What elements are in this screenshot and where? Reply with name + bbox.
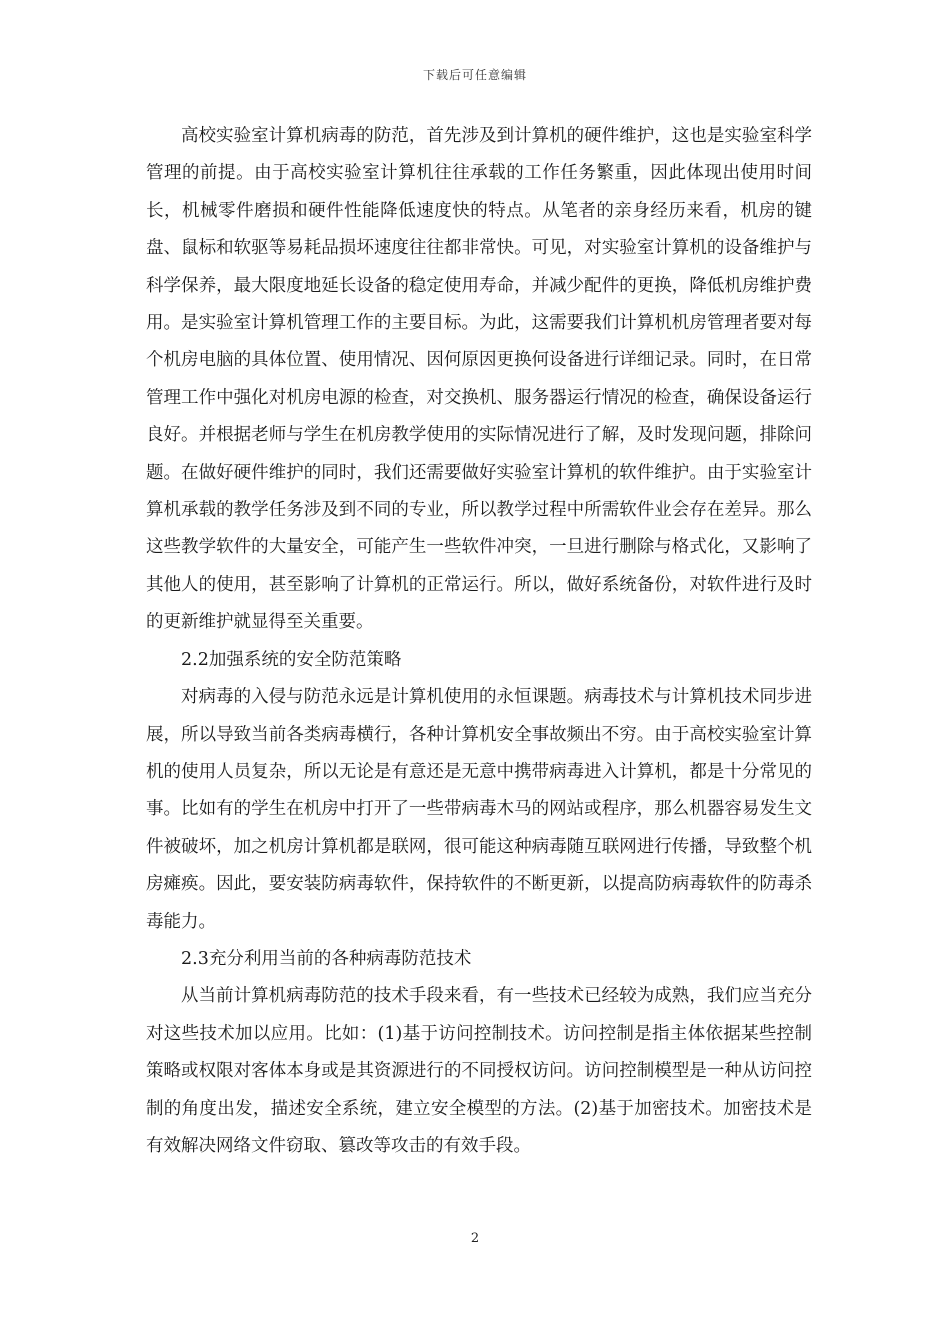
body-paragraph-hardware-maintenance: 高校实验室计算机病毒的防范，首先涉及到计算机的硬件维护，这也是实验室科学管理的前提。由于高校实验室计算机往往承载的工作任务繁重，因此体现出使用时间长，机械零件磨损和硬件性能降低速度快的特点。从笔者的亲身经历来看，机房的键盘、鼠标和软驱等易耗品损坏速度往往都非常快。可见，对实验室计算机的设备维护与科学保养，最大限度地延长设备的稳定使用寿命，并减少配件的更换，降低机房维护费用。是实验室计算机管理工作的主要目标。为此，这需要我们计算机机房管理者要对每个机房电脑的具体位置、使用情况、因何原因更换何设备进行详细记录。同时，在日常管理工作中强化对机房电源的检查，对交换机、服务器运行情况的检查，确保设备运行良好。并根据老师与学生在机房教学使用的实际情况进行了解，及时发现问题，排除问题。在做好硬件维护的同时，我们还需要做好实验室计算机的软件维护。由于实验室计算机承载的教学任务涉及到不同的专业，所以教学过程中所需软件业会存在差异。那么这些教学软件的大量安全，可能产生一些软件冲突，一旦进行删除与格式化，又影响了其他人的使用，甚至影响了计算机的正常运行。所以，做好系统备份，对软件进行及时的更新维护就显得至关重要。 bbox=[146, 126, 812, 633]
body-paragraph-prevention-techniques: 从当前计算机病毒防范的技术手段来看，有一些技术已经较为成熟，我们应当充分对这些技术加以应用。比如：(1)基于访问控制技术。访问控制是指主体依据某些控制策略或权限对客体本身或是其资源进行的不同授权访问。访问控制模型是一种从访问控制的角度出发，描述安全系统，建立安全模型的方法。(2)基于加密技术。加密技术是有效解决网络文件窃取、篡改等攻击的有效手段。 bbox=[146, 986, 812, 1156]
section-heading-2-3: 2.3充分利用当前的各种病毒防范技术 bbox=[181, 948, 472, 969]
document-body bbox=[146, 118, 812, 1165]
page-number: 2 bbox=[470, 1231, 480, 1246]
page-header: 下载后可任意编辑 bbox=[422, 68, 527, 82]
body-paragraph-security-strategy: 对病毒的入侵与防范永远是计算机使用的永恒课题。病毒技术与计算机技术同步进展，所以导致当前各类病毒横行，各种计算机安全事故频出不穷。由于高校实验室计算机的使用人员复杂，所以无论是有意还是无意中携带病毒进入计算机，都是十分常见的事。比如有的学生在机房中打开了一些带病毒木马的网站或程序，那么机器容易发生文件被破坏，加之机房计算机都是联网，很可能这种病毒随互联网进行传播，导致整个机房瘫痪。因此，要安装防病毒软件，保持软件的不断更新，以提高防病毒软件的防毒杀毒能力。 bbox=[146, 687, 812, 932]
section-heading-2-2: 2.2加强系统的安全防范策略 bbox=[181, 649, 402, 670]
